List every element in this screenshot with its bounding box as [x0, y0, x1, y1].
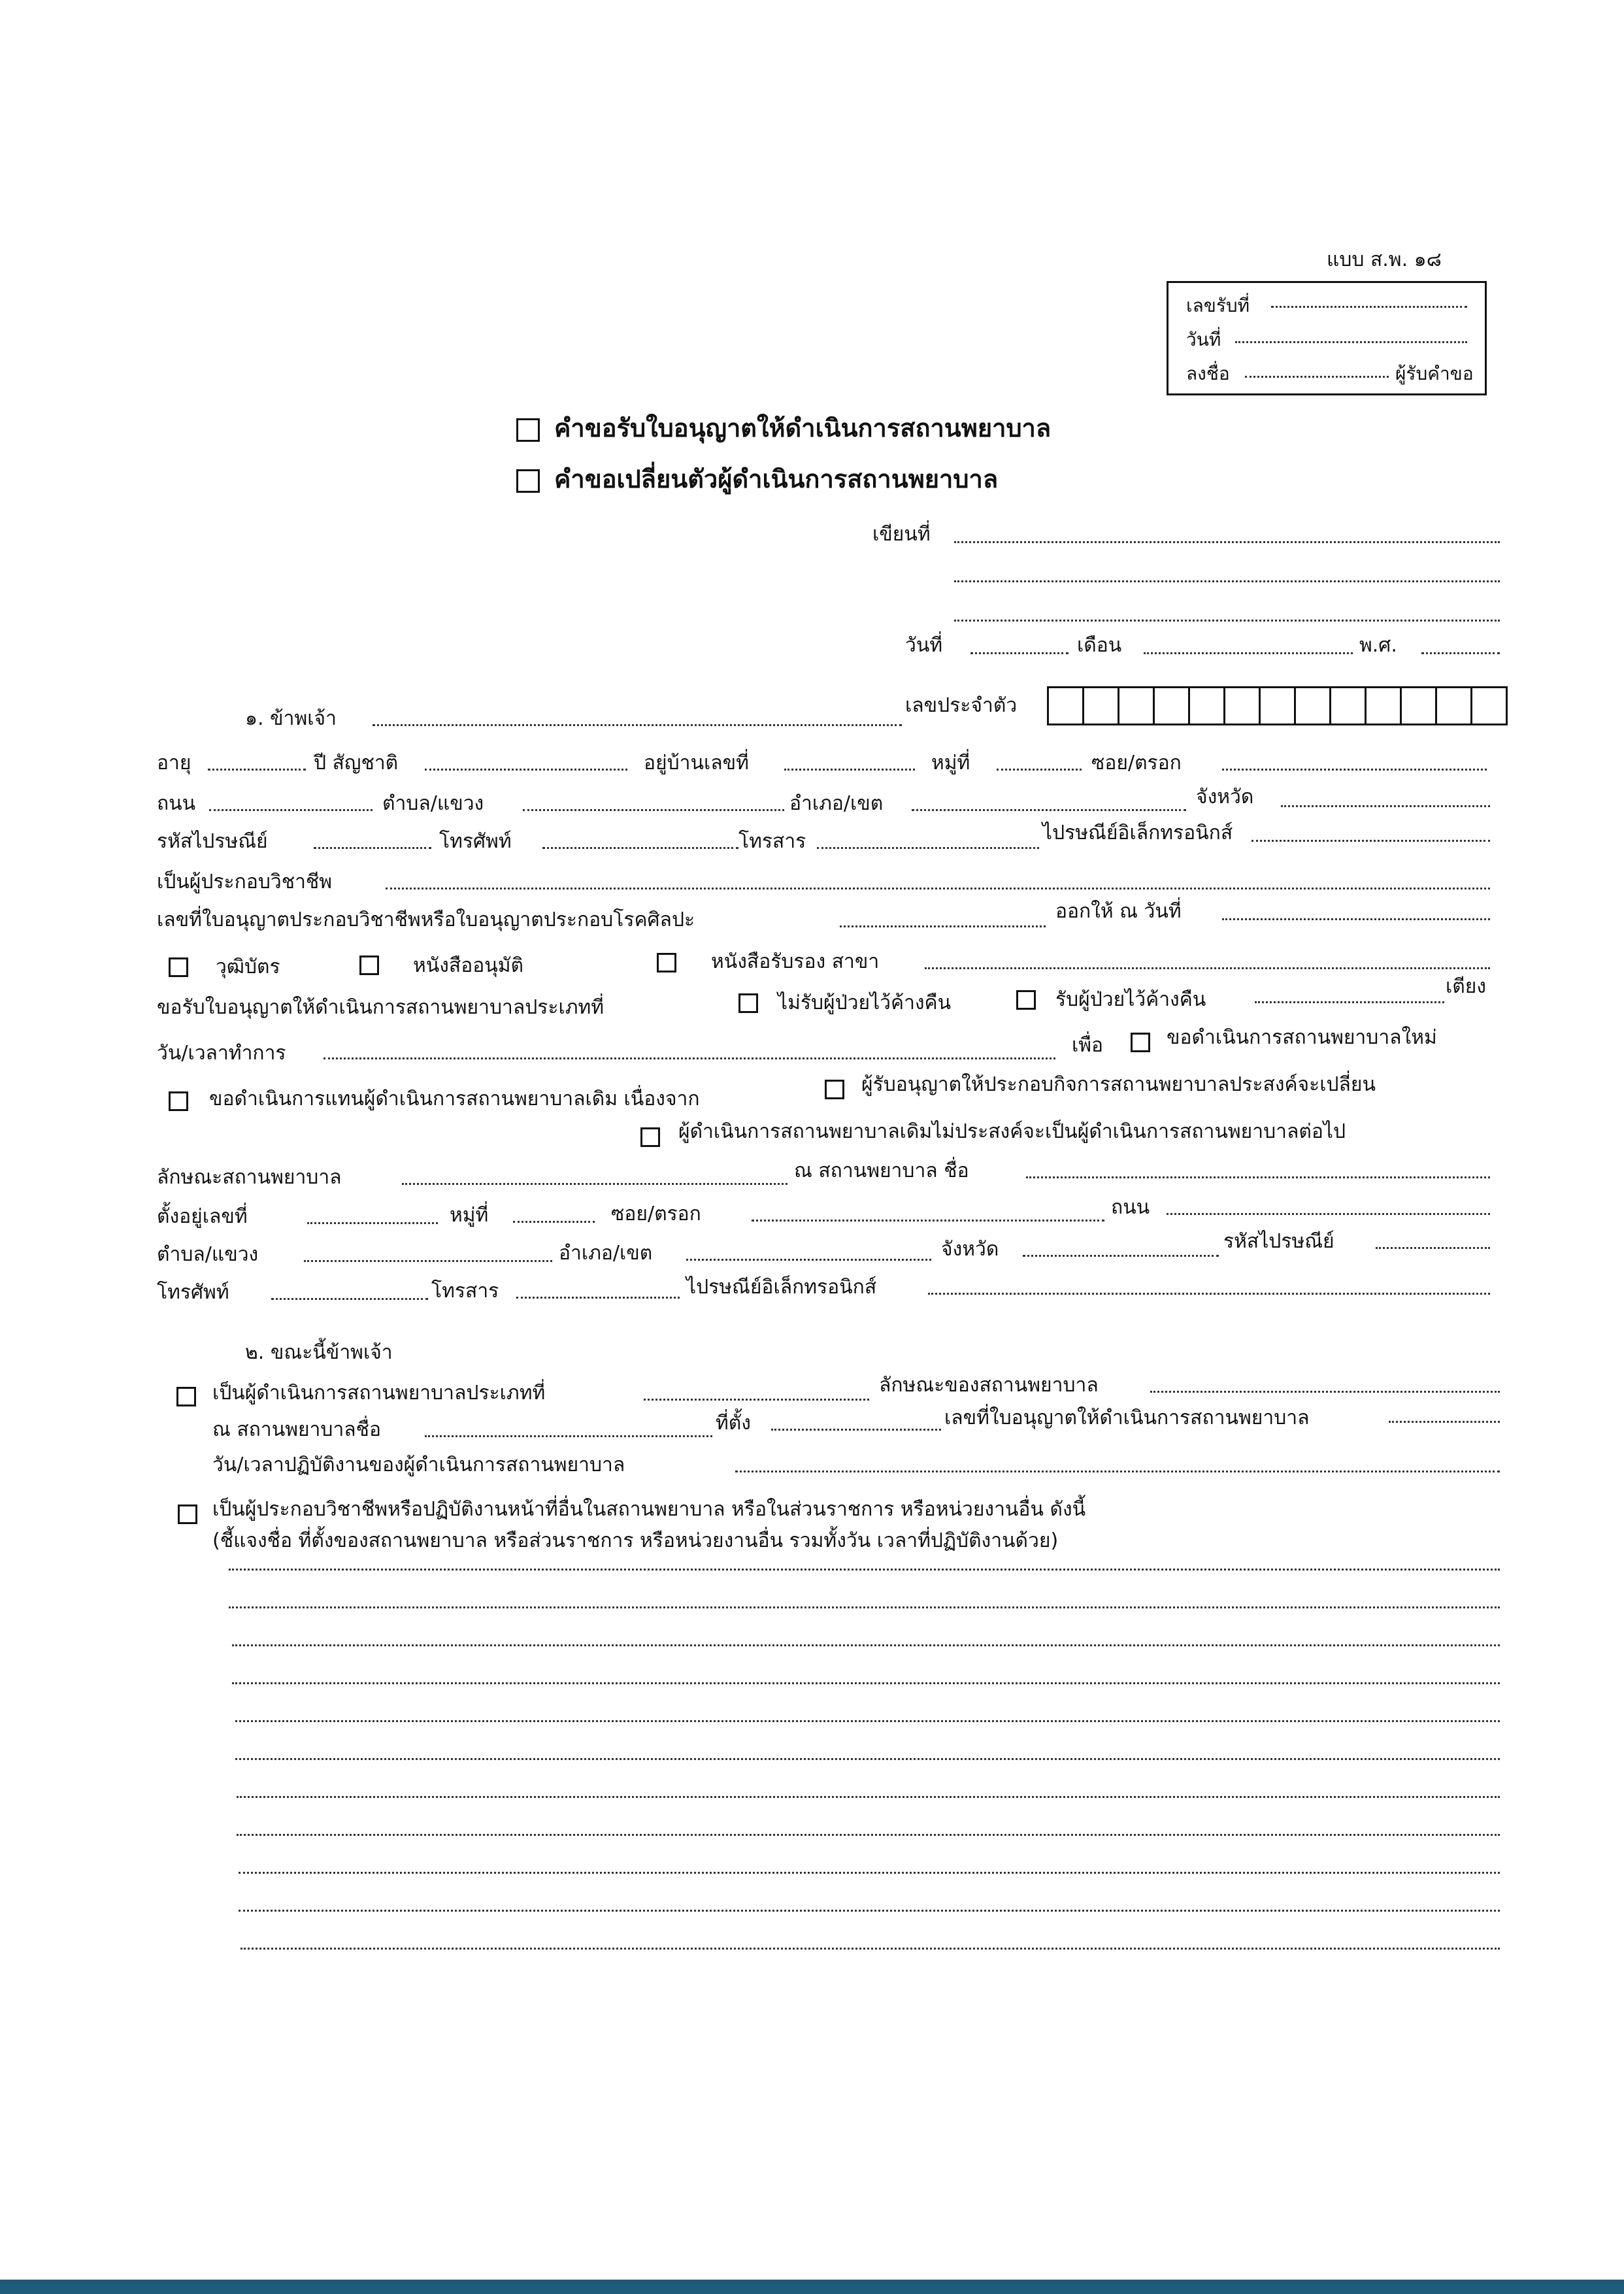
- other-work-note: (ชี้แจงชื่อ ที่ตั้งของสถานพยาบาล หรือส่วนราชการ หรือหน่วยงานอื่น รวมทั้งวัน เวลาที่ปฏิบัติงานด้วย): [212, 1529, 1059, 1552]
- fax2-field[interactable]: [516, 1297, 680, 1299]
- postcode2-field[interactable]: [1376, 1247, 1490, 1249]
- detail-line[interactable]: [229, 1606, 1500, 1608]
- title2-checkbox[interactable]: [516, 469, 540, 493]
- id-digit-box[interactable]: [1082, 686, 1119, 725]
- old-operator-label: ผู้ดำเนินการสถานพยาบาลเดิมไม่ประสงค์จะเป็นผู้ดำเนินการสถานพยาบาลต่อไป: [678, 1120, 1346, 1143]
- moo-field[interactable]: [997, 769, 1082, 771]
- id-digit-box[interactable]: [1047, 686, 1084, 725]
- receipt-date-label: วันที่: [1186, 329, 1221, 350]
- profession-field[interactable]: [386, 888, 1490, 889]
- current-facility-name-label: ณ สถานพยาบาลชื่อ: [212, 1418, 382, 1441]
- soi-field[interactable]: [1222, 769, 1487, 771]
- work-hours-label: วัน/เวลาปฏิบัติงานของผู้ดำเนินการสถานพยาบาล: [212, 1454, 625, 1476]
- receipt-date-field[interactable]: [1235, 341, 1467, 343]
- soi2-field[interactable]: [752, 1220, 1104, 1222]
- postcode-field[interactable]: [314, 847, 431, 849]
- nationality-label: ปี สัญชาติ: [314, 752, 399, 774]
- new-operator-checkbox[interactable]: [1131, 1033, 1150, 1052]
- title-license-request: คำขอรับใบอนุญาตให้ดำเนินการสถานพยาบาล: [554, 414, 1052, 442]
- fax-label: โทรสาร: [738, 830, 806, 853]
- for-label: เพื่อ: [1072, 1034, 1104, 1057]
- facility-type-field[interactable]: [402, 1183, 787, 1185]
- located-no-label: ตั้งอยู่เลขที่: [157, 1205, 248, 1228]
- month-label: เดือน: [1077, 634, 1122, 657]
- amphoe2-field[interactable]: [686, 1259, 931, 1261]
- tambon2-field[interactable]: [304, 1260, 552, 1262]
- written-at-label: เขียนที่: [872, 523, 931, 546]
- email2-label: ไปรษณีย์อิเล็กทรอนิกส์: [686, 1276, 877, 1299]
- request-type-label: ขอรับใบอนุญาตให้ดำเนินการสถานพยาบาลประเภทที่: [157, 996, 605, 1019]
- cert3-label: หนังสือรับรอง สาขา: [711, 950, 880, 973]
- license-no-label: เลขที่ใบอนุญาตประกอบวิชาชีพหรือใบอนุญาตประกอบโรคศิลปะ: [157, 908, 695, 931]
- licensee-change-checkbox[interactable]: [825, 1080, 844, 1099]
- amphoe-label: อำเภอ/เขต: [789, 792, 884, 815]
- province2-label: จังหวัด: [941, 1238, 999, 1261]
- road2-field[interactable]: [1167, 1213, 1490, 1215]
- phone-field[interactable]: [542, 847, 738, 849]
- detail-line[interactable]: [240, 1948, 1500, 1950]
- email-label: ไปรษณีย์อิเล็กทรอนิกส์: [1042, 822, 1233, 844]
- year-field[interactable]: [1421, 652, 1500, 654]
- beds-field[interactable]: [1255, 1001, 1444, 1003]
- phone2-label: โทรศัพท์: [157, 1281, 229, 1304]
- moo-label: หมู่ที่: [931, 752, 970, 774]
- tambon-field[interactable]: [523, 809, 784, 811]
- id-label: เลขประจำตัว: [905, 694, 1018, 717]
- current-license-field[interactable]: [1389, 1421, 1500, 1423]
- current-facility-type-field[interactable]: [1150, 1391, 1500, 1393]
- work-hours-field[interactable]: [735, 1471, 1500, 1472]
- postcode2-label: รหัสไปรษณีย์: [1223, 1230, 1334, 1253]
- detail-line[interactable]: [237, 1796, 1500, 1798]
- cert1-label: วุฒิบัตร: [216, 956, 280, 978]
- issued-on-label: ออกให้ ณ วันที่: [1055, 900, 1182, 923]
- facility-name-label: ณ สถานพยาบาล ชื่อ: [794, 1159, 969, 1182]
- phone2-field[interactable]: [271, 1298, 428, 1300]
- id-digit-box[interactable]: [1294, 686, 1331, 725]
- province-label: จังหวัด: [1196, 786, 1254, 808]
- facility-type-label: ลักษณะสถานพยาบาล: [157, 1166, 342, 1189]
- age-label: อายุ: [157, 752, 191, 774]
- old-operator-checkbox[interactable]: [640, 1127, 660, 1147]
- age-field[interactable]: [208, 769, 306, 771]
- receiver-label: ผู้รับคำขอ: [1395, 363, 1474, 384]
- cert-branch-field[interactable]: [925, 967, 1490, 969]
- licensee-change-label: ผู้รับอนุญาตให้ประกอบกิจการสถานพยาบาลประสงค์จะเปลี่ยน: [861, 1073, 1376, 1096]
- located-no-field[interactable]: [307, 1222, 438, 1224]
- fax2-label: โทรสาร: [431, 1280, 499, 1303]
- day-field[interactable]: [970, 652, 1069, 654]
- current-location-label: ที่ตั้ง: [716, 1412, 751, 1435]
- id-number-boxes[interactable]: [1049, 686, 1508, 725]
- current-operator-checkbox[interactable]: [176, 1387, 196, 1406]
- hours-label: วัน/เวลาทำการ: [157, 1042, 286, 1065]
- tambon-label: ตำบล/แขวง: [382, 792, 484, 815]
- current-facility-type-label: ลักษณะของสถานพยาบาล: [879, 1374, 1099, 1397]
- title-change-operator: คำขอเปลี่ยนตัวผู้ดำเนินการสถานพยาบาล: [554, 465, 999, 493]
- email-field[interactable]: [1251, 840, 1490, 842]
- soi2-label: ซอย/ตรอก: [611, 1203, 701, 1225]
- nationality-field[interactable]: [425, 769, 627, 771]
- current-operator-type-field[interactable]: [644, 1399, 869, 1401]
- cert2-checkbox[interactable]: [359, 956, 379, 975]
- detail-line[interactable]: [235, 1758, 1500, 1760]
- other-work-checkbox[interactable]: [178, 1504, 197, 1524]
- hours-field[interactable]: [323, 1057, 1055, 1059]
- id-digit-box[interactable]: [1470, 686, 1508, 725]
- postcode-label: รหัสไปรษณีย์: [157, 830, 268, 853]
- inpatient-checkbox[interactable]: [1016, 990, 1036, 1010]
- current-location-field[interactable]: [771, 1429, 941, 1431]
- inpatient-label: รับผู้ป่วยไว้ค้างคืน: [1055, 988, 1206, 1011]
- cert3-checkbox[interactable]: [657, 953, 676, 972]
- cert1-checkbox[interactable]: [169, 957, 188, 977]
- current-license-label: เลขที่ใบอนุญาตให้ดำเนินการสถานพยาบาล: [944, 1406, 1310, 1429]
- replace-checkbox[interactable]: [169, 1091, 188, 1111]
- form-code: แบบ ส.พ. ๑๘: [1327, 248, 1442, 271]
- receipt-sign-field[interactable]: [1245, 376, 1389, 378]
- detail-line[interactable]: [229, 1569, 1500, 1571]
- detail-line[interactable]: [232, 1682, 1500, 1684]
- house-no-label: อยู่บ้านเลขที่: [644, 752, 749, 774]
- month-field[interactable]: [1144, 652, 1353, 654]
- new-operator-label: ขอดำเนินการสถานพยาบาลใหม่: [1167, 1026, 1437, 1049]
- detail-line[interactable]: [232, 1644, 1500, 1646]
- profession-label: เป็นผู้ประกอบวิชาชีพ: [157, 871, 333, 893]
- road-field[interactable]: [209, 809, 373, 811]
- current-operator-label: เป็นผู้ดำเนินการสถานพยาบาลประเภทที่: [212, 1382, 546, 1405]
- no-inpatient-checkbox[interactable]: [738, 993, 758, 1013]
- beds-label: เตียง: [1446, 975, 1486, 998]
- phone-label: โทรศัพท์: [439, 830, 512, 853]
- no-inpatient-label: ไม่รับผู้ป่วยไว้ค้างคืน: [778, 991, 952, 1014]
- receipt-sign-label: ลงชื่อ: [1186, 363, 1230, 384]
- license-no-field[interactable]: [840, 925, 1046, 927]
- section2-heading: ๒. ขณะนี้ข้าพเจ้า: [245, 1341, 393, 1364]
- road2-label: ถนน: [1111, 1196, 1150, 1219]
- id-digit-box[interactable]: [1259, 686, 1296, 725]
- detail-line[interactable]: [237, 1834, 1500, 1836]
- applicant-name-field[interactable]: [373, 724, 902, 726]
- id-digit-box[interactable]: [1329, 686, 1367, 725]
- replace-label: ขอดำเนินการแทนผู้ดำเนินการสถานพยาบาลเดิม เนื่องจาก: [209, 1088, 700, 1110]
- facility-name-field[interactable]: [1026, 1176, 1490, 1178]
- other-work-label: เป็นผู้ประกอบวิชาชีพหรือปฏิบัติงานหน้าที่อื่นในสถานพยาบาล หรือในส่วนราชการ หรือหน่วยงานอื่น ดังนี้: [212, 1498, 1086, 1521]
- province-field[interactable]: [1281, 805, 1490, 807]
- detail-line[interactable]: [235, 1720, 1500, 1722]
- id-digit-box[interactable]: [1188, 686, 1225, 725]
- receipt-no-label: เลขรับที่: [1186, 295, 1250, 316]
- detail-line[interactable]: [239, 1910, 1500, 1912]
- id-digit-box[interactable]: [1223, 686, 1261, 725]
- date-label: วันที่: [905, 634, 943, 657]
- issued-on-field[interactable]: [1222, 918, 1490, 920]
- detail-line[interactable]: [239, 1872, 1500, 1874]
- moo2-field[interactable]: [513, 1221, 595, 1223]
- house-no-field[interactable]: [784, 769, 915, 771]
- province2-field[interactable]: [1023, 1255, 1219, 1257]
- scan-edge-bar: [0, 2280, 1624, 2294]
- id-digit-box[interactable]: [1400, 686, 1437, 725]
- section1-heading: ๑. ข้าพเจ้า: [245, 707, 337, 730]
- tambon2-label: ตำบล/แขวง: [157, 1243, 259, 1266]
- id-digit-box[interactable]: [1153, 686, 1190, 725]
- moo2-label: หมู่ที่: [450, 1204, 489, 1227]
- id-digit-box[interactable]: [1365, 686, 1402, 725]
- written-at-field[interactable]: [954, 541, 1500, 543]
- written-at-field-2[interactable]: [954, 580, 1500, 582]
- receipt-no-field[interactable]: [1271, 306, 1467, 308]
- amphoe2-label: อำเภอ/เขต: [559, 1242, 653, 1265]
- id-digit-box[interactable]: [1435, 686, 1472, 725]
- year-label: พ.ศ.: [1359, 634, 1397, 657]
- road-label: ถนน: [157, 792, 196, 815]
- id-digit-box[interactable]: [1118, 686, 1155, 725]
- current-facility-name-field[interactable]: [425, 1435, 712, 1437]
- written-at-field-3[interactable]: [954, 620, 1500, 622]
- cert2-label: หนังสืออนุมัติ: [413, 954, 524, 977]
- title1-checkbox[interactable]: [516, 418, 540, 442]
- amphoe-field[interactable]: [912, 809, 1186, 811]
- soi-label: ซอย/ตรอก: [1091, 752, 1182, 774]
- email2-field[interactable]: [928, 1293, 1490, 1295]
- fax-field[interactable]: [817, 847, 1039, 849]
